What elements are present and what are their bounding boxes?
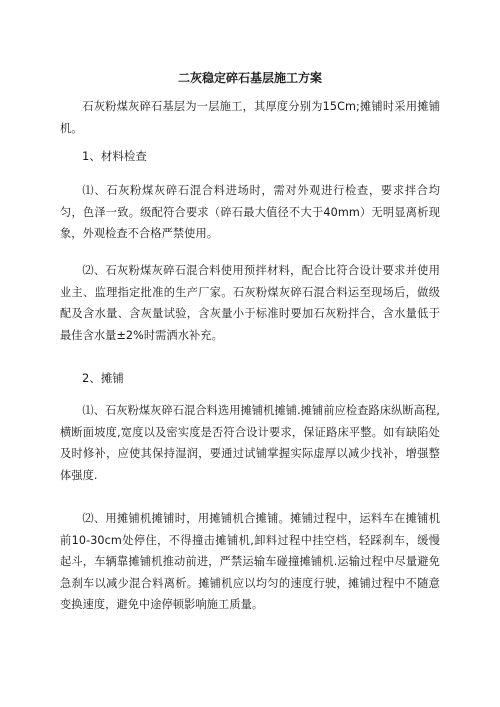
paving-paragraph-2: ⑵、用摊铺机摊铺时，用摊铺机合摊铺。摊铺过程中，运料车在摊铺机前10-30cm处停住，不得撞击摊铺机,卸料过程中挂空档，轻踩刹车，缓慢起斗，车辆靠摊铺机推动前进，严禁运输车碰撞摊铺机.运输过程中尽量避免急刹车以减少混合料离析。摊铺机应以均匀的速度行驶，摊铺过程中不随意变换速度，避免中途停顿影响施工质量。 bbox=[60, 512, 440, 611]
document-title: 二灰稳定碎石基层施工方案 bbox=[177, 71, 322, 85]
material-paragraph-2: ⑵、石灰粉煤灰碎石混合料使用预拌材料，配合比符合设计要求并使用业主、监理指定批准的生产厂家。石灰粉煤灰碎石混合料运至现场后，做级配及含水量、含灰量试验，含灰量小于标准时要加石灰粉拌合，含水量低于最佳含水量±2%时需洒水补充。 bbox=[60, 264, 440, 342]
section-heading-paving: 2、摊铺 bbox=[82, 371, 124, 385]
intro-paragraph: 石灰粉煤灰碎石基层为一层施工，其厚度分别为15Cm;摊铺时采用摊铺机。 bbox=[60, 100, 440, 135]
section-heading-material: 1、材料检查 bbox=[82, 149, 147, 163]
paving-paragraph-1: ⑴、石灰粉煤灰碎石混合料选用摊铺机摊铺.摊铺前应检查路床纵断高程,横断面坡度,宽度以及密实度是否符合设计要求，保证路床平整。如有缺陷处及时修补，应使其保持湿润，要通过试铺掌握实际虚厚以减少找补，增强整体强度. bbox=[60, 404, 440, 482]
material-paragraph-1: ⑴、石灰粉煤灰碎石混合料进场时，需对外观进行检查，要求拌合均匀，色泽一致。级配符合要求（碎石最大值径不大于40mm）无明显离析现象，外观检查不合格严禁使用。 bbox=[60, 184, 440, 240]
